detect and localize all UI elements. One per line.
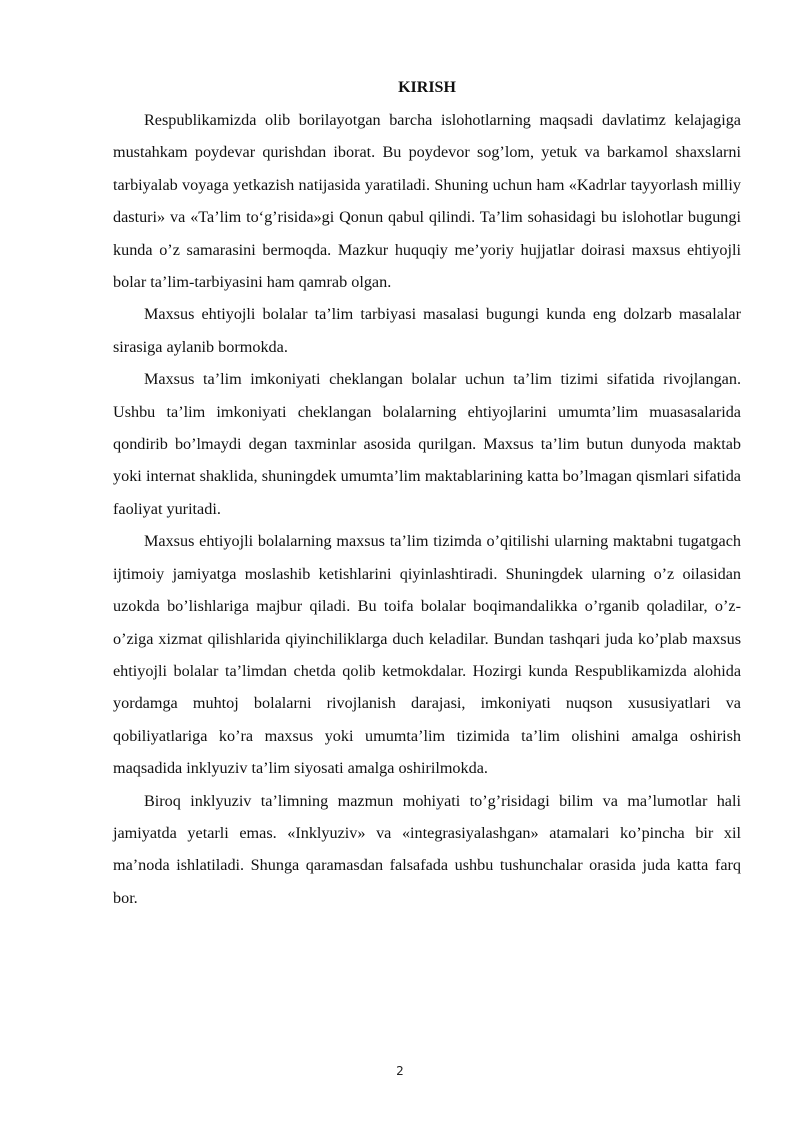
paragraph-2: Maxsus ehtiyojli bolalar ta’lim tarbiyasi masalasi bugungi kunda eng dolzarb masalalar sirasiga aylanib bormokda.	[113, 305, 741, 356]
section-title: KIRISH	[398, 79, 456, 96]
document-page	[113, 76, 741, 914]
paragraph-1: Respublikamizda olib borilayotgan barcha islohotlarning maqsadi davlatimz kelajagiga mustahkam poydevar qurishdan iborat. Bu poydevor sog’lom, yetuk va barkamol shaxslarni tarbiyalab voyaga yetkazish natijasida yaratiladi. Shuning uchun ham «Kadrlar tayyorlash milliy dasturi» va «Ta’lim to‘g’risida»gi Qonun qabul qilindi. Ta’lim sohasidagi bu islohotlar bugungi kunda o’z samarasini bermoqda. Mazkur huquqiy me’yoriy hujjatlar doirasi maxsus ehtiyojli bolar ta’lim-tarbiyasini ham qamrab olgan.	[113, 111, 741, 292]
paragraph-3: Maxsus ta’lim imkoniyati cheklangan bolalar uchun ta’lim tizimi sifatida rivojlangan. Ushbu ta’lim imkoniyati cheklangan bolalarning ehtiyojlarini umumta’lim muasasalarida qondirib bo’lmaydi degan taxminlar asosida qurilgan. Maxsus ta’lim butun dunyoda maktab yoki internat shaklida, shuningdek umumta’lim maktablarining katta bo’lmagan qismlari sifatida faoliyat yuritadi.	[113, 370, 741, 518]
paragraph-5: Biroq inklyuziv ta’limning mazmun mohiyati to’g’risidagi bilim va ma’lumotlar hali jamiyatda yetarli emas. «Inklyuziv» va «integrasiyalashgan» atamalari ko’pincha bir xil ma’noda ishlatiladi. Shunga qaramasdan falsafada ushbu tushunchalar orasida juda katta farq bor.	[113, 791, 741, 907]
paragraph-4: Maxsus ehtiyojli bolalarning maxsus ta’lim tizimda o’qitilishi ularning maktabni tugatgach ijtimoiy jamiyatga moslashib ketishlarini qiyinlashtiradi. Shuningdek ularning o’z oilasidan uzokda bo’lishlariga majbur qiladi. Bu toifa bolalar boqimandalikka o’rganib qoladilar, o’z-o’ziga xizmat qilishlarida qiyinchiliklarga duch keladilar. Bundan tashqari juda ko’plab maxsus ehtiyojli bolalar ta’limdan chetda qolib ketmokdalar. Hozirgi kunda Respublikamizda alohida yordamga muhtoj bolalarni rivojlanish darajasi, imkoniyati nuqson xususiyatlari va qobiliyatlariga ko’ra maxsus yoki umumta’lim tizimida ta’lim olishini amalga oshirish maqsadida inklyuziv ta’lim siyosati amalga oshirilmokda.	[113, 532, 741, 778]
page-number: 2	[396, 1064, 404, 1078]
